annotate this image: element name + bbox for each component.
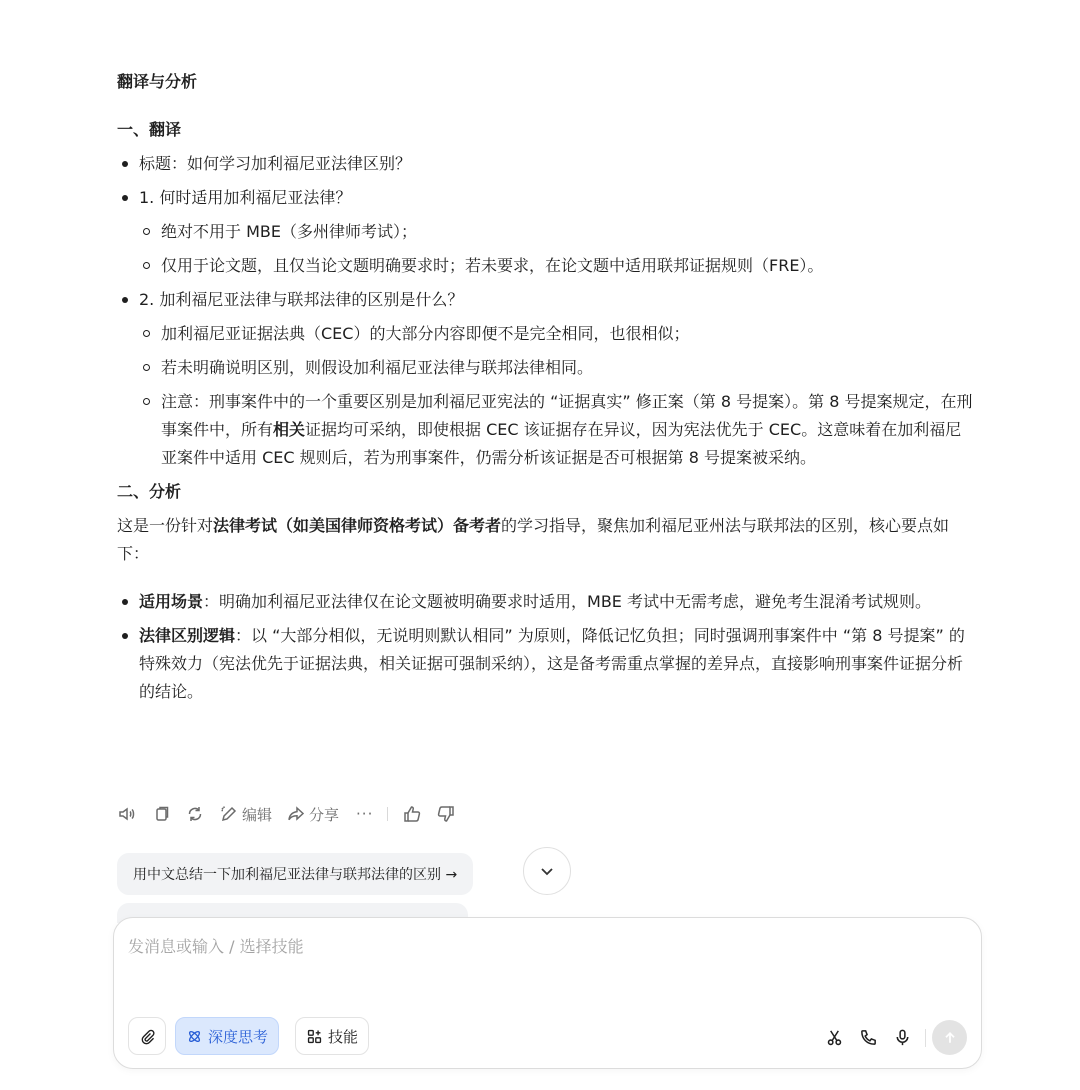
list-item: 适用场景：明确加利福尼亚法律仅在论文题被明确要求时适用，MBE 考试中无需考虑，避免考生混淆考试规则。 bbox=[117, 588, 977, 616]
section-heading-analysis: 二、分析 bbox=[117, 482, 182, 501]
share-label: 分享 bbox=[309, 805, 340, 824]
list-item: 1. 何时适用加利福尼亚法律？ 绝对不用于 MBE（多州律师考试）； 仅用于论文题，且仅当论文题明确要求时；若未要求，在论文题中适用联邦证据规则（FRE）。 bbox=[117, 184, 977, 280]
share-icon bbox=[286, 804, 306, 824]
suggestion-chip[interactable] bbox=[117, 853, 473, 895]
skills-button[interactable] bbox=[295, 1017, 369, 1055]
analysis-list bbox=[117, 588, 977, 706]
sub-list-item: 仅用于论文题，且仅当论文题明确要求时；若未要求，在论文题中适用联邦证据规则（FRE）。 bbox=[139, 252, 977, 280]
analysis-intro: 这是一份针对法律考试（如美国律师资格考试）备考者的学习指导，聚焦加利福尼亚州法与联邦法的区别，核心要点如下： bbox=[117, 516, 950, 563]
send-button[interactable] bbox=[932, 1020, 967, 1055]
refresh-icon bbox=[185, 804, 205, 824]
divider bbox=[387, 807, 388, 821]
divider bbox=[925, 1029, 926, 1047]
thumbs-down-icon bbox=[436, 804, 456, 824]
deep-think-button[interactable] bbox=[175, 1017, 279, 1055]
attach-button[interactable] bbox=[128, 1017, 166, 1055]
translation-list bbox=[117, 150, 977, 472]
dislike-button[interactable] bbox=[436, 800, 456, 828]
call-button[interactable] bbox=[851, 1021, 885, 1055]
microphone-icon bbox=[893, 1028, 912, 1047]
note-item: 注意：刑事案件中的一个重要区别是加利福尼亚宪法的 “证据真实” 修正案（第 8 号提案）。第 8 号提案规定，在刑事案件中，所有相关证据均可采纳，即使根据 CEC 该证据存在异议，因为宪法优先于 CEC。这意味着在加利福尼亚案件中适用 CEC 规则后，若为刑事案件，仍需分析该证据是否可根据第 8 号提案被采纳。 bbox=[139, 388, 977, 472]
more-icon: ··· bbox=[356, 805, 374, 823]
sub-list bbox=[139, 320, 977, 472]
message-input[interactable]: 发消息或输入 / 选择技能 bbox=[128, 937, 304, 956]
speaker-icon bbox=[117, 804, 137, 824]
atom-icon bbox=[186, 1028, 203, 1045]
response-title: 翻译与分析 bbox=[117, 72, 198, 91]
like-button[interactable] bbox=[402, 800, 422, 828]
composer-right-tools bbox=[817, 1020, 967, 1055]
phone-icon bbox=[859, 1028, 878, 1047]
edit-label: 编辑 bbox=[242, 805, 273, 824]
skills-label: 技能 bbox=[328, 1027, 359, 1046]
more-button[interactable] bbox=[353, 800, 373, 828]
copy-button[interactable] bbox=[151, 800, 171, 828]
thumbs-up-icon bbox=[402, 804, 422, 824]
read-aloud-button[interactable] bbox=[117, 800, 137, 828]
section-heading-translation: 一、翻译 bbox=[117, 120, 182, 139]
scissors-icon bbox=[825, 1028, 844, 1047]
sub-list-item: 加利福尼亚证据法典（CEC）的大部分内容即便不是完全相同，也很相似； bbox=[139, 320, 977, 348]
share-button[interactable] bbox=[286, 800, 339, 828]
message-actions bbox=[117, 800, 470, 828]
regenerate-button[interactable] bbox=[185, 800, 205, 828]
list-item: 法律区别逻辑：以 “大部分相似，无说明则默认相同” 为原则，降低记忆负担；同时强调刑事案件中 “第 8 号提案” 的特殊效力（宪法优先于证据法典，相关证据可强制采纳），这是备考需重点掌握的差异点，直接影响刑事案件证据分析的结论。 bbox=[117, 622, 977, 706]
voice-input-button[interactable] bbox=[885, 1021, 919, 1055]
edit-icon bbox=[219, 804, 239, 824]
apps-icon bbox=[306, 1028, 323, 1045]
copy-icon bbox=[151, 804, 171, 824]
chevron-down-icon bbox=[537, 861, 557, 881]
scroll-to-bottom-button[interactable] bbox=[523, 847, 571, 895]
deep-think-label: 深度思考 bbox=[208, 1027, 269, 1046]
screenshot-button[interactable] bbox=[817, 1021, 851, 1055]
assistant-message bbox=[117, 68, 977, 712]
edit-button[interactable] bbox=[219, 800, 272, 828]
sub-list-item: 绝对不用于 MBE（多州律师考试）； bbox=[139, 218, 977, 246]
arrow-up-icon bbox=[942, 1030, 958, 1046]
list-item: 标题：如何学习加利福尼亚法律区别？ bbox=[117, 150, 977, 178]
message-composer bbox=[113, 917, 982, 1069]
paperclip-icon bbox=[139, 1028, 156, 1045]
sub-list-item: 若未明确说明区别，则假设加利福尼亚法律与联邦法律相同。 bbox=[139, 354, 977, 382]
suggestion-text: 用中文总结一下加利福尼亚法律与联邦法律的区别 → bbox=[133, 867, 458, 883]
list-item: 2. 加利福尼亚法律与联邦法律的区别是什么？ 加利福尼亚证据法典（CEC）的大部分内容即便不是完全相同，也很相似； 若未明确说明区别，则假设加利福尼亚法律与联邦法律相同。 注意：刑事案件中的一个重要区别是加利福尼亚宪法的 “证据真实” 修正案（第 8 号提案）。第 8 号提案规定，在刑事案件中，所有相关证据均可采纳，即使根据 CEC 该证据存在异议，因为宪法优先于 CEC。这意味着在加利福尼亚案件中适用 CEC 规则后，若为刑事案件，仍需分析该证据是否可根据第 8 号提案被采纳。 bbox=[117, 286, 977, 472]
sub-list bbox=[139, 218, 977, 280]
